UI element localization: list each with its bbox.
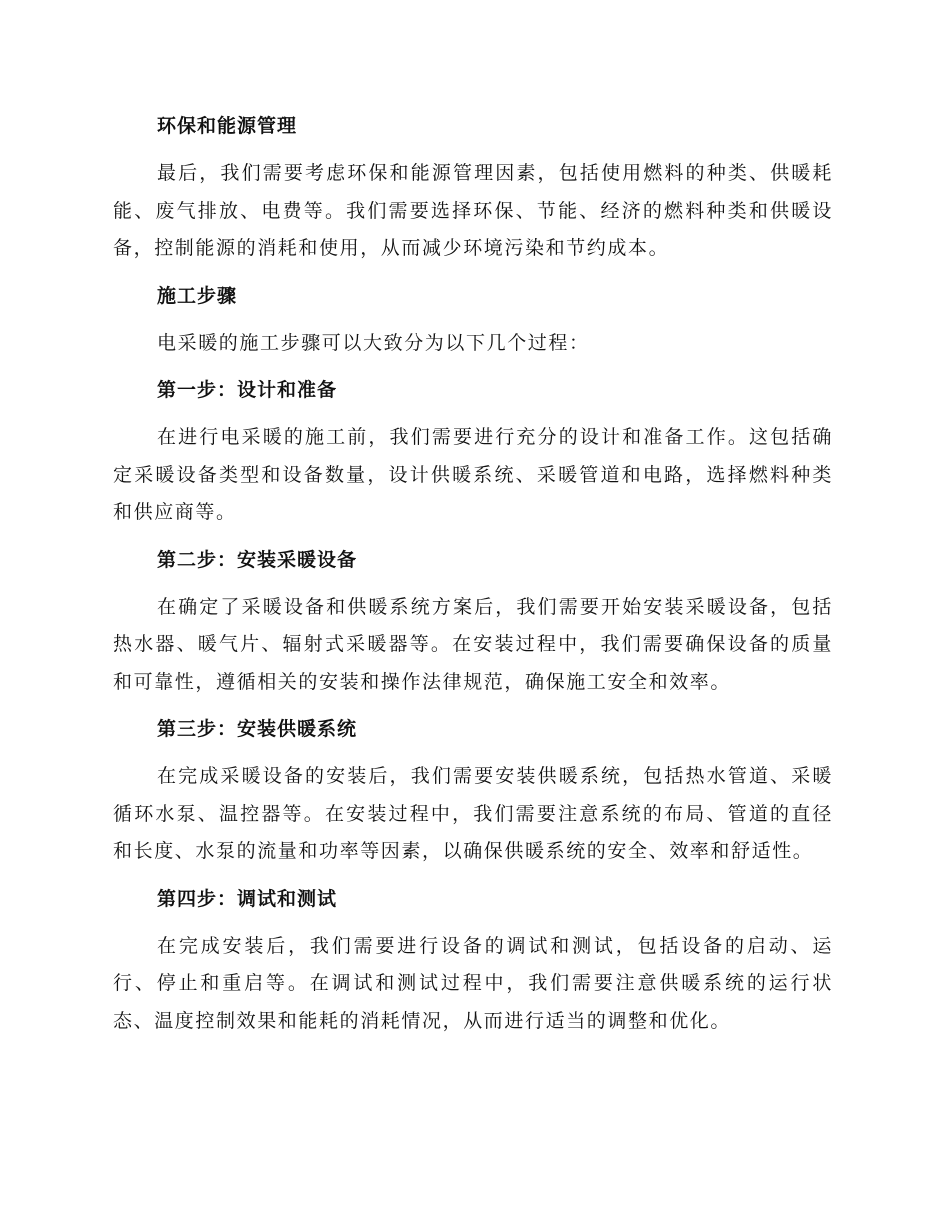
section-heading-step-one: 第一步：设计和准备: [157, 379, 338, 401]
section-paragraph-step-two: 在确定了采暖设备和供暖系统方案后，我们需要开始安装采暖设备，包括热水器、暖气片、辐射式采暖器等。在安装过程中，我们需要确保设备的质量和可靠性，遵循相关的安装和操作法律规范，确保施工安全和效率。: [113, 595, 833, 693]
section-paragraph-environment: 最后，我们需要考虑环保和能源管理因素，包括使用燃料的种类、供暖耗能、废气排放、电费等。我们需要选择环保、节能、经济的燃料种类和供暖设备，控制能源的消耗和使用，从而减少环境污染和节约成本。: [113, 162, 833, 259]
section-heading-construction-steps: 施工步骤: [157, 284, 238, 307]
section-paragraph-step-one: 在进行电采暖的施工前，我们需要进行充分的设计和准备工作。这包括确定采暖设备类型和设备数量，设计供暖系统、采暖管道和电路，选择燃料种类和供应商等。: [113, 426, 833, 523]
document-body: [113, 108, 833, 1050]
section-heading-environment: 环保和能源管理: [157, 115, 298, 137]
section-heading-step-two: 第二步：安装采暖设备: [157, 548, 358, 571]
section-paragraph-construction-steps: 电采暖的施工步骤可以大致分为以下几个过程：: [157, 331, 590, 354]
section-paragraph-step-three: 在完成采暖设备的安装后，我们需要安装供暖系统，包括热水管道、采暖循环水泵、温控器等。在安装过程中，我们需要注意系统的布局、管道的直径和长度、水泵的流量和功率等因素，以确保供暖系统的安全、效率和舒适性。: [113, 765, 833, 862]
section-paragraph-step-four: 在完成安装后，我们需要进行设备的调试和测试，包括设备的启动、运行、停止和重启等。在调试和测试过程中，我们需要注意供暖系统的运行状态、温度控制效果和能耗的消耗情况，从而进行适当的调整和优化。: [113, 934, 833, 1032]
section-heading-step-three: 第三步：安装供暖系统: [157, 718, 358, 740]
section-heading-step-four: 第四步：调试和测试: [157, 887, 338, 910]
